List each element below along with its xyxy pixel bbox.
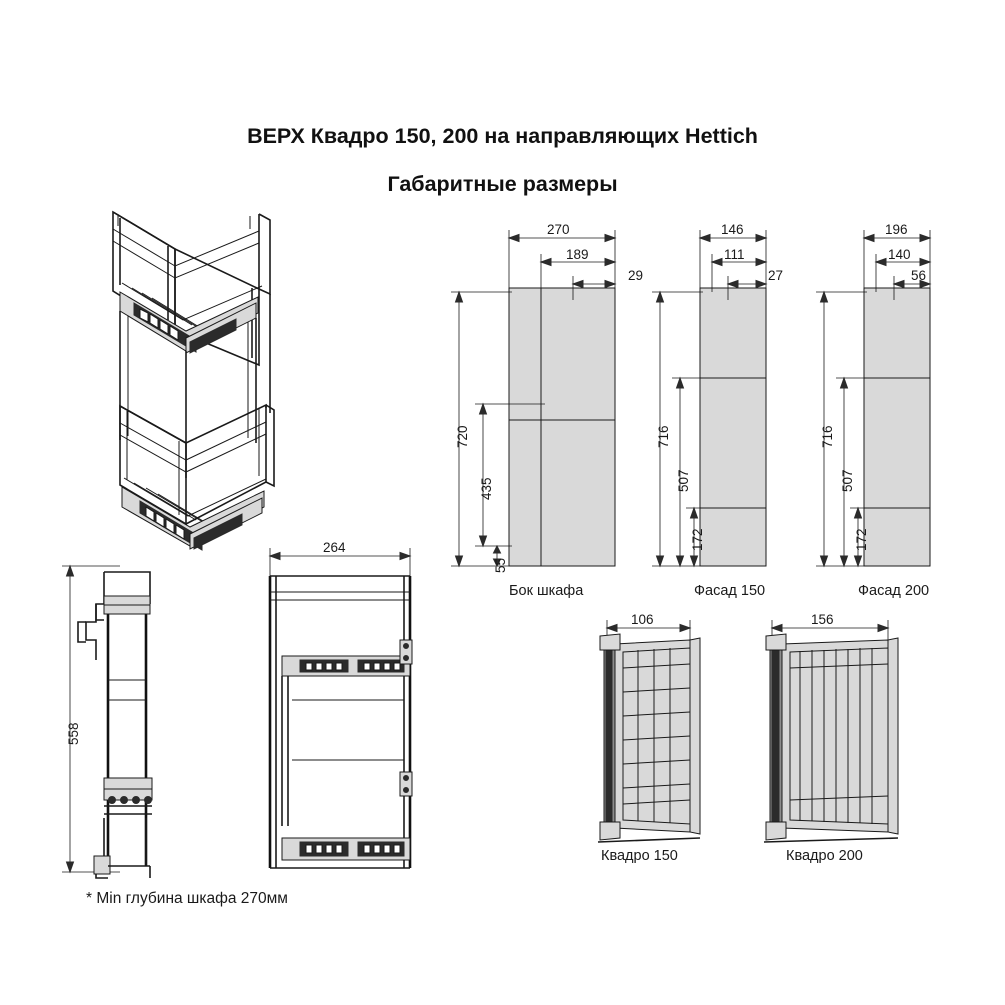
- front-panel-150-view: [652, 230, 766, 566]
- cabinet-side-panel-view: [451, 230, 615, 566]
- isometric-basket-view: [113, 212, 274, 550]
- dim-front200-height: 716: [820, 425, 835, 448]
- dim-side-top: 270: [547, 222, 570, 237]
- dim-left-height: 558: [66, 722, 81, 745]
- dim-front200-inner: 140: [888, 247, 911, 262]
- dim-front150-inner: 111: [724, 247, 745, 262]
- dim-front200-top: 196: [885, 222, 908, 237]
- min-depth-note: * Min глубина шкафа 270мм: [86, 890, 288, 907]
- dim-side-inner: 189: [566, 247, 589, 262]
- dim-depth: 264: [323, 540, 346, 555]
- dim-front200-offset: 56: [911, 268, 927, 283]
- caption-quadro-150: Квадро 150: [601, 848, 678, 864]
- caption-front-200: Фасад 200: [858, 583, 930, 599]
- page-subtitle: Габаритные размеры: [387, 172, 618, 196]
- page-title: ВЕРХ Квадро 150, 200 на направляющих Hettich: [247, 124, 758, 148]
- dim-front150-mid: 507: [676, 469, 691, 492]
- dim-front150-offset: 27: [768, 268, 784, 283]
- caption-front-150: Фасад 150: [694, 583, 766, 599]
- dim-front200-low: 172: [854, 528, 869, 551]
- dim-side-height: 720: [455, 425, 470, 448]
- dim-front150-height: 716: [656, 425, 671, 448]
- dim-quadro150-width: 106: [631, 612, 654, 627]
- plan-view-quadro-200: [764, 620, 898, 842]
- dim-side-mid: 435: [479, 477, 494, 500]
- dim-quadro200-width: 156: [811, 612, 834, 627]
- dim-side-bottom: 55: [493, 557, 508, 573]
- caption-quadro-200: Квадро 200: [786, 848, 863, 864]
- dim-front150-top: 146: [721, 222, 744, 237]
- depth-elevation-view: [270, 548, 412, 868]
- plan-view-quadro-150: [598, 620, 700, 842]
- dim-side-offset: 29: [628, 268, 644, 283]
- dim-front200-mid: 507: [840, 469, 855, 492]
- dim-front150-low: 172: [690, 528, 705, 551]
- caption-cabinet-side: Бок шкафа: [509, 583, 584, 599]
